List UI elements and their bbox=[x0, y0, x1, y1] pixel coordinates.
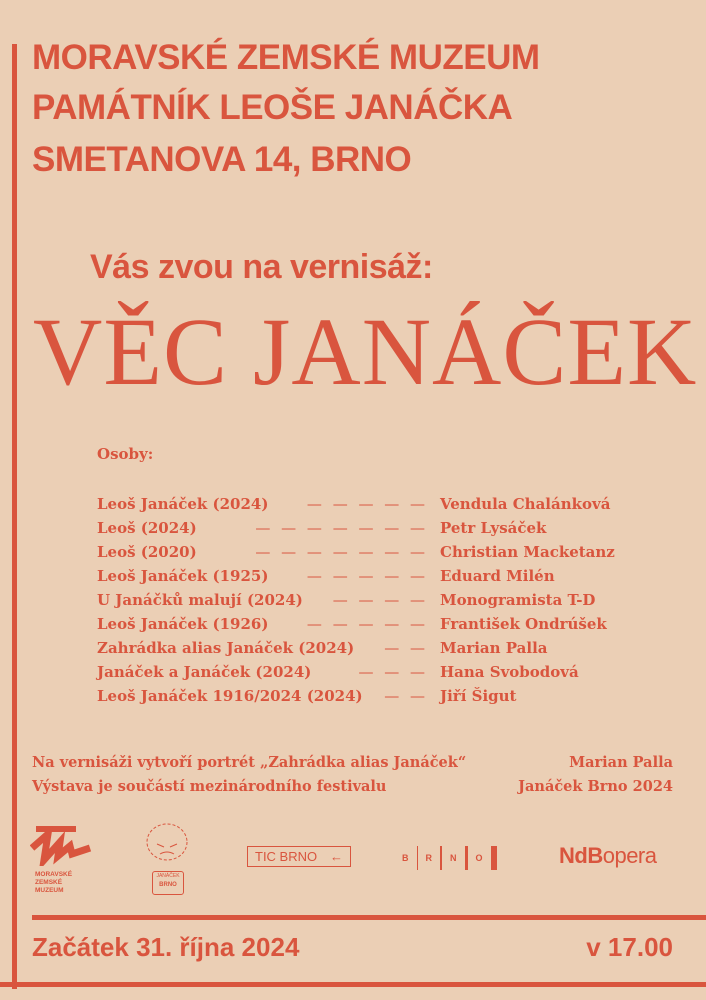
mzm-text-2: ZEMSKÉ bbox=[35, 879, 63, 886]
work-title: Leoš Janáček (1925) bbox=[97, 567, 269, 585]
person-row bbox=[97, 564, 615, 588]
dash-leader: — — — — — — — bbox=[255, 519, 425, 537]
note-left-1: Na vernisáži vytvoří portrét „Zahrádka alias Janáček“ bbox=[32, 754, 467, 771]
author-name: František Ondrúšek bbox=[440, 615, 607, 633]
arrow-left-icon: ← bbox=[330, 849, 343, 864]
author-name: Hana Svobodová bbox=[440, 663, 579, 681]
brno-n: N bbox=[450, 853, 457, 863]
opera-text: opera bbox=[602, 843, 657, 868]
author-name: Jiří Šigut bbox=[440, 687, 517, 705]
person-row bbox=[97, 516, 615, 540]
brno-bar-2 bbox=[440, 846, 442, 870]
work-title: Leoš Janáček (2024) bbox=[97, 495, 269, 513]
person-row bbox=[97, 660, 615, 684]
brno-b: B bbox=[402, 853, 409, 863]
work-cell bbox=[97, 639, 425, 657]
work-cell bbox=[97, 687, 425, 705]
persons-label: Osoby: bbox=[97, 445, 154, 463]
dash-leader: — — — — — bbox=[306, 615, 425, 633]
left-rule bbox=[12, 44, 17, 989]
author-name: Petr Lysáček bbox=[440, 519, 547, 537]
brno-r: R bbox=[425, 853, 432, 863]
person-row bbox=[97, 612, 615, 636]
mzm-text-1: MORAVSKÉ bbox=[35, 871, 73, 878]
author-name: Vendula Chalánková bbox=[440, 495, 611, 513]
author-name: Monogramista T-D bbox=[440, 591, 596, 609]
footer-rule-top bbox=[32, 915, 706, 920]
brno-bar-3 bbox=[465, 846, 468, 870]
header-line-2: PAMÁTNÍK LEOŠE JANÁČKA bbox=[32, 88, 513, 127]
person-row bbox=[97, 492, 615, 516]
note-right-2: Janáček Brno 2024 bbox=[518, 778, 673, 795]
mzm-logo bbox=[30, 826, 100, 895]
author-name: Eduard Milén bbox=[440, 567, 555, 585]
mzm-mark-icon bbox=[30, 826, 100, 866]
brno-bar-1 bbox=[417, 846, 418, 870]
person-row bbox=[97, 684, 615, 708]
work-title: Zahrádka alias Janáček (2024) bbox=[97, 639, 355, 657]
work-cell bbox=[97, 519, 425, 537]
work-cell bbox=[97, 567, 425, 585]
note-left-2: Výstava je součástí mezinárodního festivalu bbox=[32, 778, 387, 795]
dash-leader: — — — — — bbox=[306, 495, 425, 513]
note-right-1: Marian Palla bbox=[569, 754, 673, 771]
janacek-brno-logo bbox=[142, 822, 192, 895]
exhibition-title: VĚC JANÁČEK bbox=[33, 298, 698, 405]
invite-text: Vás zvou na vernisáž: bbox=[90, 248, 433, 286]
person-row bbox=[97, 636, 615, 660]
work-cell bbox=[97, 543, 425, 561]
dash-leader: — — — bbox=[358, 663, 425, 681]
work-cell bbox=[97, 591, 425, 609]
jb-bottom: BRNO bbox=[159, 882, 177, 888]
header-line-1: MORAVSKÉ ZEMSKÉ MUZEUM bbox=[32, 38, 540, 77]
ndb-text: NdB bbox=[559, 843, 603, 868]
work-title: Janáček a Janáček (2024) bbox=[97, 663, 312, 681]
dash-leader: — — bbox=[384, 687, 425, 705]
person-row bbox=[97, 588, 615, 612]
work-title: U Janáčků malují (2024) bbox=[97, 591, 303, 609]
work-title: Leoš (2024) bbox=[97, 519, 197, 537]
author-name: Christian Macketanz bbox=[440, 543, 615, 561]
dash-leader: — — — — — bbox=[306, 567, 425, 585]
brno-logo bbox=[402, 846, 497, 870]
janacek-face-icon bbox=[142, 822, 192, 866]
brno-bar-4 bbox=[491, 846, 497, 870]
dash-leader: — — — — — — — bbox=[255, 543, 425, 561]
person-row bbox=[97, 540, 615, 564]
work-cell bbox=[97, 495, 425, 513]
header-line-3: SMETANOVA 14, BRNO bbox=[32, 140, 412, 179]
dash-leader: — — — — bbox=[332, 591, 425, 609]
tic-text: TIC BRNO bbox=[255, 849, 318, 864]
ndb-opera-logo bbox=[559, 843, 657, 869]
start-time: v 17.00 bbox=[586, 932, 673, 962]
persons-list bbox=[97, 492, 615, 708]
dash-leader: — — bbox=[384, 639, 425, 657]
work-title: Leoš (2020) bbox=[97, 543, 197, 561]
author-name: Marian Palla bbox=[440, 639, 548, 657]
work-cell bbox=[97, 615, 425, 633]
work-cell bbox=[97, 663, 425, 681]
footer-rule-bottom bbox=[0, 982, 706, 987]
tic-brno-logo bbox=[247, 846, 351, 867]
mzm-text-3: MUZEUM bbox=[35, 887, 64, 894]
brno-o: O bbox=[475, 853, 483, 863]
work-title: Leoš Janáček 1916/2024 (2024) bbox=[97, 687, 363, 705]
jb-top: JANÁČEK bbox=[156, 873, 180, 879]
start-date: Začátek 31. října 2024 bbox=[32, 932, 300, 962]
work-title: Leoš Janáček (1926) bbox=[97, 615, 269, 633]
